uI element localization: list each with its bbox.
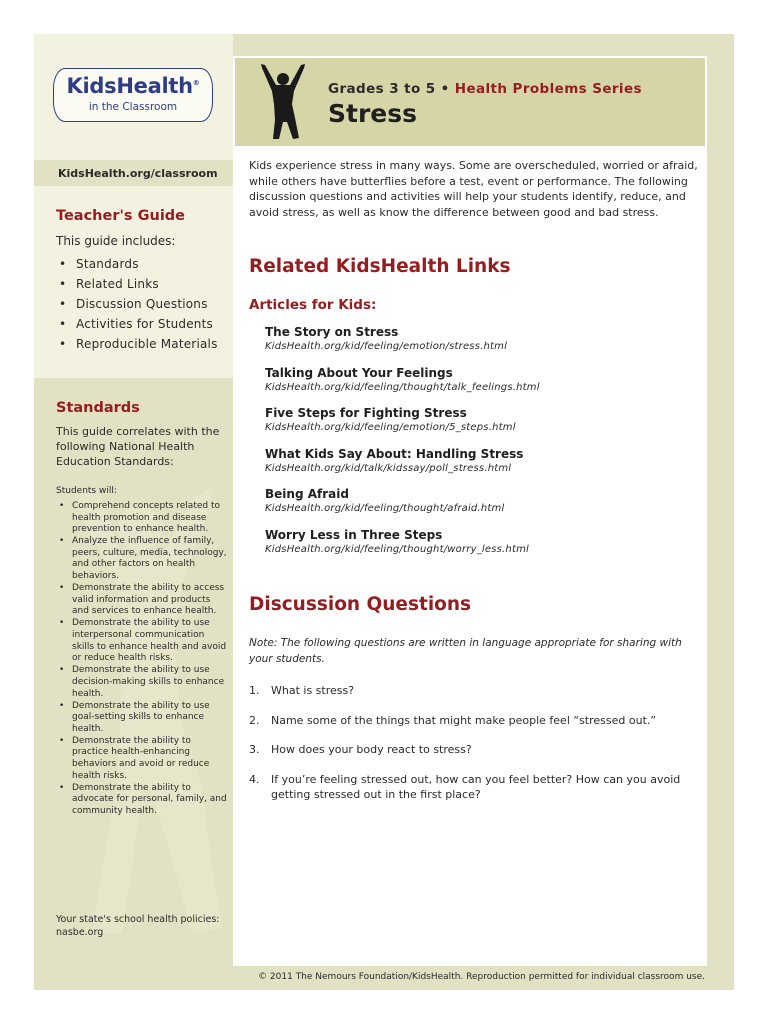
discussion-questions-heading: Discussion Questions	[249, 594, 472, 615]
jumping-kid-icon	[257, 64, 309, 140]
question-number: 1.	[249, 684, 260, 697]
standards-heading: Standards	[56, 400, 140, 416]
article-title: Worry Less in Three Steps	[265, 527, 443, 542]
kidshealth-logo[interactable]	[53, 68, 213, 122]
question-item	[249, 713, 699, 729]
standards-list	[56, 501, 228, 818]
grade-series-line	[328, 81, 642, 97]
main-content	[233, 56, 707, 966]
article-item	[265, 486, 695, 527]
teachers-guide-heading: Teacher's Guide	[56, 208, 186, 224]
standards-intro: This guide correlates with the following National Health Education Standards:	[56, 425, 220, 468]
intro-paragraph: Kids experience stress in many ways. Some are overscheduled, worried or afraid, while others have butterflies before a test, event or performance. The following discussion questions and activities will help your students identify, reduce, and avoid stress, as well as know the difference between good and bad stress.	[249, 159, 698, 219]
article-item	[265, 365, 695, 406]
standard-item: • Demonstrate the ability to use goal-setting skills to enhance health.	[56, 701, 228, 736]
article-link[interactable]: KidsHealth.org/kid/feeling/thought/worry_less.html	[265, 543, 530, 555]
question-text: What is stress?	[271, 684, 355, 697]
article-item	[265, 405, 695, 446]
article-item	[265, 324, 695, 365]
state-policies-note: Your state's school health policies: nasbe.org	[56, 914, 220, 938]
article-item	[265, 527, 695, 568]
question-number: 3.	[249, 743, 260, 756]
question-text: If you’re feeling stressed out, how can you feel better? How can you avoid getting stressed out in the first place?	[271, 772, 681, 801]
article-title: Five Steps for Fighting Stress	[265, 406, 467, 420]
articles-for-kids-heading: Articles for Kids:	[249, 297, 377, 313]
article-link[interactable]: KidsHealth.org/kid/feeling/emotion/stress.html	[265, 341, 508, 352]
logo-tagline: in the Classroom	[88, 101, 178, 113]
article-title: Being Afraid	[265, 487, 349, 501]
standard-item: • Analyze the influence of family, peers, culture, media, technology, and other factors on health behaviors.	[56, 536, 228, 582]
standard-item: • Demonstrate the ability to practice health-enhancing behaviors and avoid or reduce health risks.	[56, 736, 228, 782]
articles-list	[265, 324, 695, 567]
site-url-bar	[34, 160, 233, 186]
article-link[interactable]: KidsHealth.org/kid/talk/kidssay/poll_stress.html	[265, 462, 512, 474]
article-link[interactable]: KidsHealth.org/kid/feeling/thought/talk_feelings.html	[265, 381, 540, 393]
copyright-footer	[34, 970, 734, 990]
guide-item: • Discussion Questions	[56, 294, 218, 314]
guide-item: • Related Links	[56, 274, 218, 294]
logo-wordmark: KidsHealth®	[66, 74, 200, 98]
series-name: Health Problems Series	[454, 81, 642, 97]
article-title: The Story on Stress	[265, 325, 399, 339]
standard-item: • Demonstrate the ability to use decision-making skills to enhance health.	[56, 665, 228, 700]
related-links-heading: Related KidsHealth Links	[249, 256, 511, 277]
standard-item: • Demonstrate the ability to use interpersonal communication skills to enhance health and avoid or reduce health risks.	[56, 618, 228, 664]
guide-page	[34, 34, 734, 990]
copyright-text: © 2011 The Nemours Foundation/KidsHealth. Reproduction permitted for individual classroom use.	[258, 972, 705, 982]
guide-item: • Activities for Students	[56, 314, 218, 334]
article-title: What Kids Say About: Handling Stress	[265, 446, 524, 461]
question-item	[249, 742, 699, 758]
question-number: 2.	[249, 713, 260, 727]
teachers-guide-panel	[34, 186, 233, 378]
page-title: Stress	[328, 99, 418, 128]
standard-item: • Demonstrate the ability to access valid information and products and services to enhance health.	[56, 583, 228, 618]
standards-panel	[34, 378, 233, 966]
site-url[interactable]: KidsHealth.org/classroom	[58, 167, 218, 180]
guide-intro: This guide includes:	[56, 234, 176, 248]
question-item	[249, 683, 699, 699]
discussion-note: Note: The following questions are written in language appropriate for sharing with your students.	[249, 637, 682, 665]
question-text: Name some of the things that might make people feel “stressed out.”	[271, 713, 657, 727]
question-item	[249, 772, 699, 803]
article-link[interactable]: KidsHealth.org/kid/feeling/emotion/5_steps.html	[265, 422, 516, 433]
guide-item: • Standards	[56, 254, 218, 274]
students-will-label: Students will:	[56, 486, 117, 496]
article-link[interactable]: KidsHealth.org/kid/feeling/thought/afraid.html	[265, 503, 505, 514]
page-header	[235, 58, 705, 146]
logo-area	[34, 34, 233, 160]
standard-item: • Demonstrate the ability to advocate for personal, family, and community health.	[56, 783, 228, 818]
article-item	[265, 446, 695, 487]
guide-contents-list	[56, 254, 218, 354]
grade-level: Grades 3 to 5 •	[328, 81, 450, 97]
guide-item: • Reproducible Materials	[56, 334, 218, 354]
article-title: Talking About Your Feelings	[265, 365, 453, 380]
question-text: How does your body react to stress?	[271, 743, 472, 756]
standard-item: • Comprehend concepts related to health promotion and disease prevention to enhance health.	[56, 501, 228, 536]
questions-list	[249, 683, 699, 817]
question-number: 4.	[249, 772, 260, 786]
